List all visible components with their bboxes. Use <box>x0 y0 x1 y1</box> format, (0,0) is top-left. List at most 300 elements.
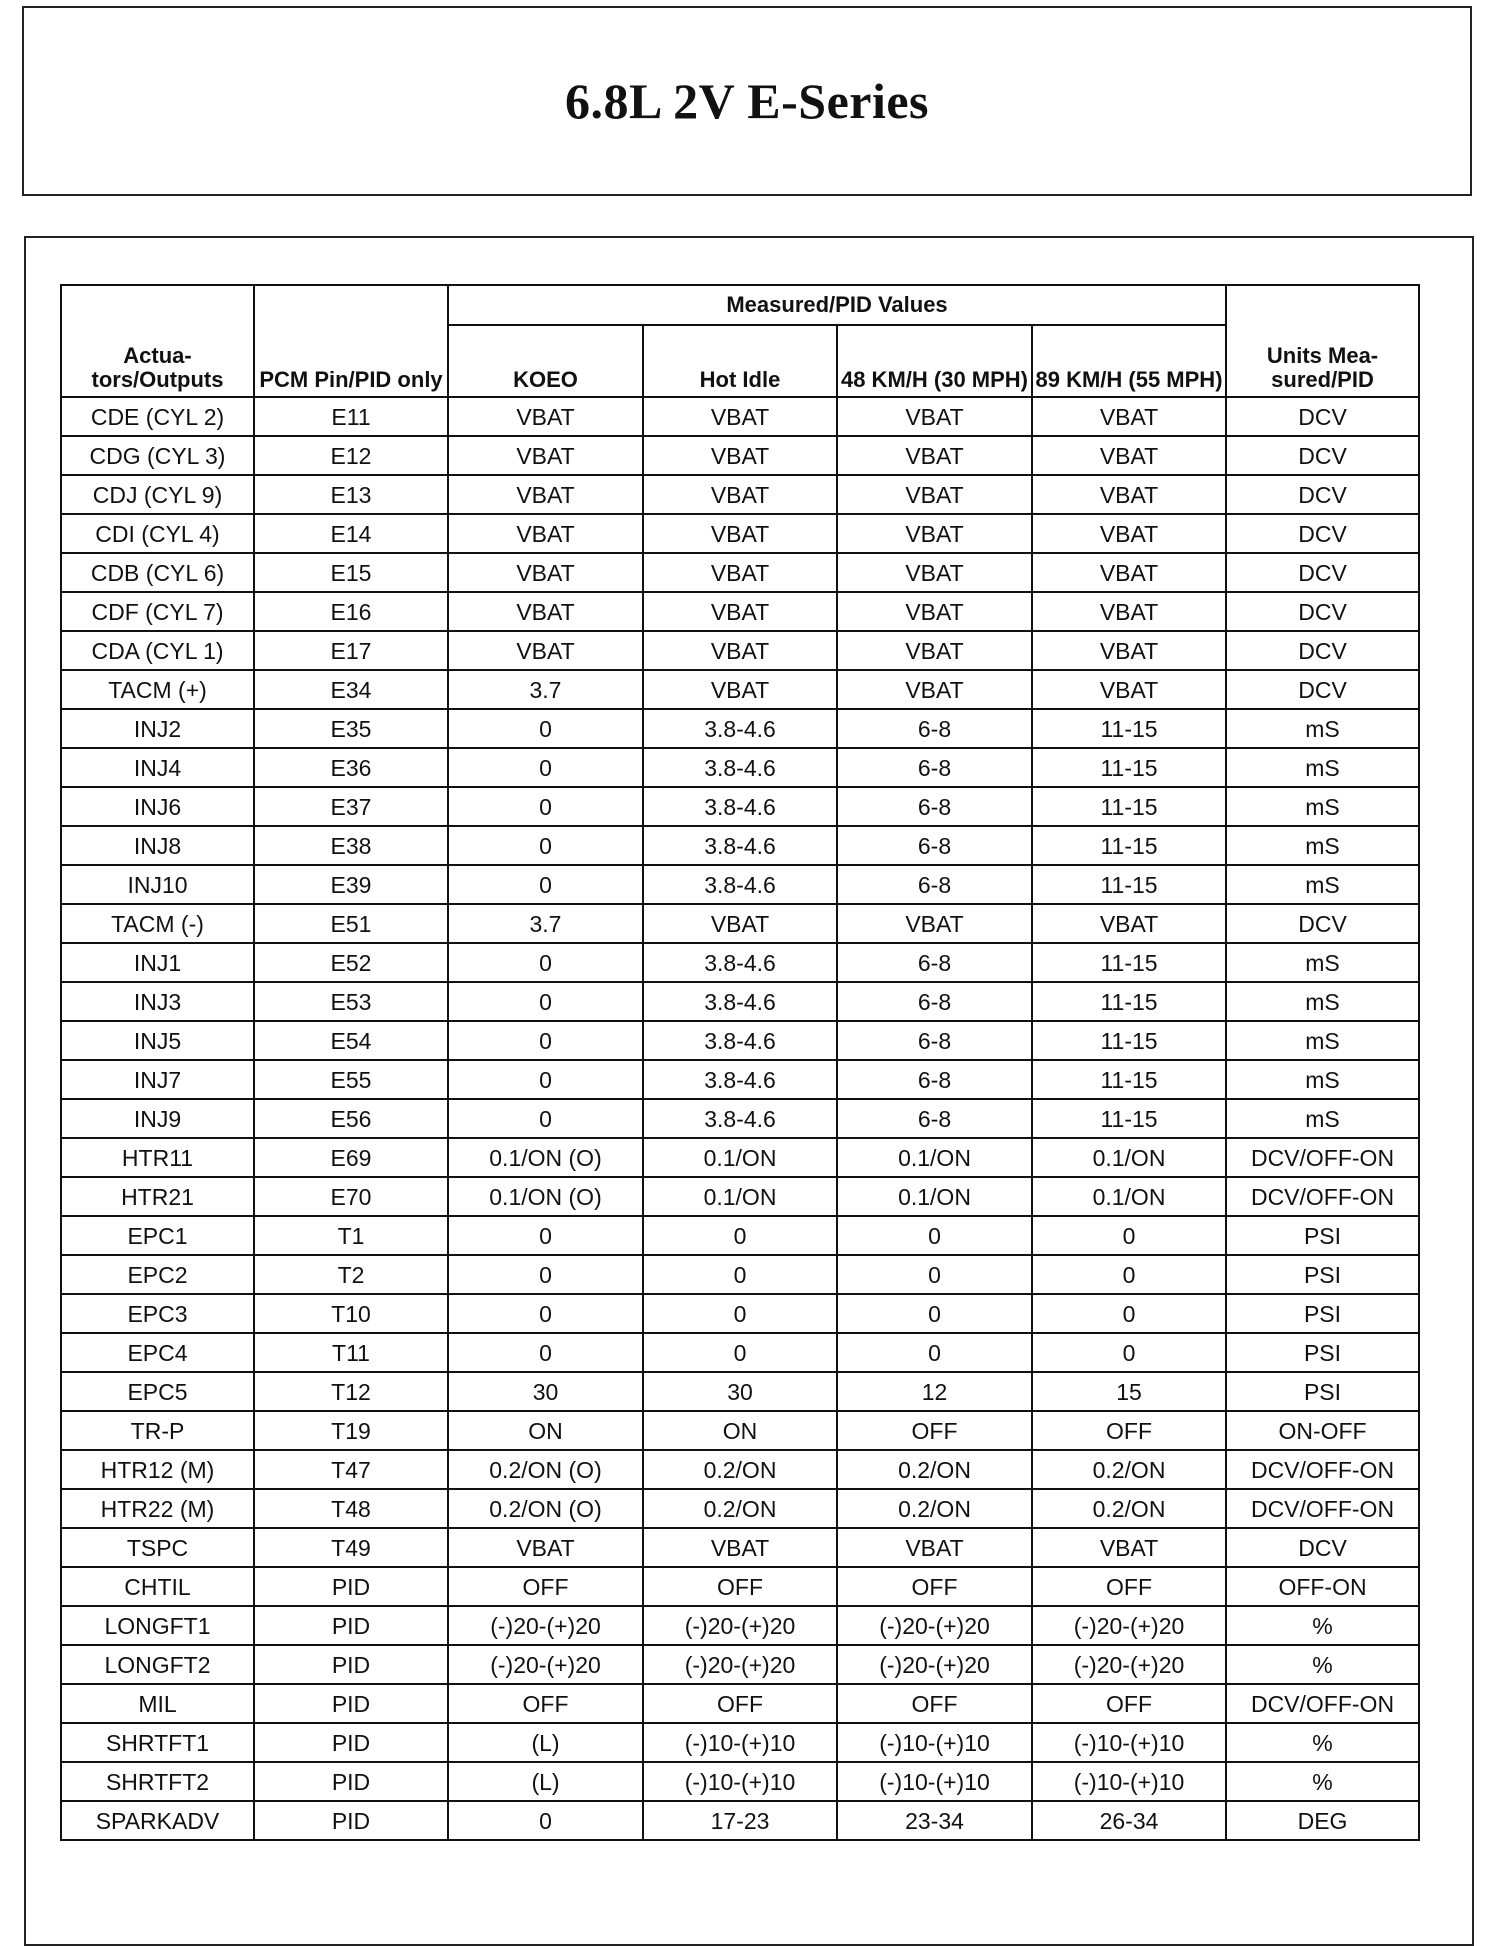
cell-hot-idle: 0.1/ON <box>643 1177 837 1216</box>
cell-units: mS <box>1226 982 1419 1021</box>
cell-89kmh: 0.2/ON <box>1032 1489 1226 1528</box>
cell-koeo: 3.7 <box>448 904 643 943</box>
cell-units: OFF-ON <box>1226 1567 1419 1606</box>
cell-units: PSI <box>1226 1216 1419 1255</box>
table-row <box>61 1060 1419 1099</box>
cell-koeo: 0.2/ON (O) <box>448 1450 643 1489</box>
cell-pin: PID <box>254 1762 448 1801</box>
cell-pin: PID <box>254 1606 448 1645</box>
cell-koeo: VBAT <box>448 1528 643 1567</box>
cell-actuator: HTR11 <box>61 1138 254 1177</box>
cell-48kmh: (-)20-(+)20 <box>837 1606 1032 1645</box>
header-units: Units Mea-sured/PID <box>1226 285 1419 397</box>
cell-koeo: OFF <box>448 1567 643 1606</box>
cell-hot-idle: 0 <box>643 1333 837 1372</box>
table-row <box>61 1645 1419 1684</box>
cell-units: PSI <box>1226 1294 1419 1333</box>
table-row <box>61 475 1419 514</box>
cell-hot-idle: 3.8-4.6 <box>643 826 837 865</box>
cell-actuator: CDE (CYL 2) <box>61 397 254 436</box>
cell-koeo: 0 <box>448 748 643 787</box>
cell-hot-idle: ON <box>643 1411 837 1450</box>
cell-actuator: EPC5 <box>61 1372 254 1411</box>
cell-pin: T11 <box>254 1333 448 1372</box>
cell-units: DEG <box>1226 1801 1419 1840</box>
cell-pin: E36 <box>254 748 448 787</box>
cell-units: DCV <box>1226 904 1419 943</box>
cell-89kmh: VBAT <box>1032 670 1226 709</box>
cell-units: % <box>1226 1762 1419 1801</box>
table-row <box>61 709 1419 748</box>
table-row <box>61 1099 1419 1138</box>
cell-units: mS <box>1226 709 1419 748</box>
table-body <box>61 397 1419 1840</box>
cell-48kmh: VBAT <box>837 904 1032 943</box>
cell-koeo: (L) <box>448 1723 643 1762</box>
cell-pin: E69 <box>254 1138 448 1177</box>
cell-koeo: ON <box>448 1411 643 1450</box>
cell-actuator: CDF (CYL 7) <box>61 592 254 631</box>
table-row <box>61 865 1419 904</box>
header-pin: PCM Pin/PID only <box>254 285 448 397</box>
cell-48kmh: 6-8 <box>837 865 1032 904</box>
cell-units: DCV <box>1226 592 1419 631</box>
cell-48kmh: VBAT <box>837 670 1032 709</box>
cell-pin: E52 <box>254 943 448 982</box>
cell-hot-idle: VBAT <box>643 475 837 514</box>
cell-units: mS <box>1226 865 1419 904</box>
cell-pin: E56 <box>254 1099 448 1138</box>
cell-units: PSI <box>1226 1372 1419 1411</box>
cell-pin: E15 <box>254 553 448 592</box>
header-actuators: Actua-tors/Outputs <box>61 285 254 397</box>
cell-hot-idle: 3.8-4.6 <box>643 787 837 826</box>
table-row <box>61 1762 1419 1801</box>
cell-actuator: INJ10 <box>61 865 254 904</box>
cell-48kmh: VBAT <box>837 475 1032 514</box>
cell-units: % <box>1226 1723 1419 1762</box>
cell-pin: PID <box>254 1723 448 1762</box>
cell-48kmh: 6-8 <box>837 1021 1032 1060</box>
table-row <box>61 1021 1419 1060</box>
cell-48kmh: 23-34 <box>837 1801 1032 1840</box>
cell-pin: E37 <box>254 787 448 826</box>
cell-89kmh: 26-34 <box>1032 1801 1226 1840</box>
cell-pin: E16 <box>254 592 448 631</box>
cell-actuator: SHRTFT2 <box>61 1762 254 1801</box>
header-89kmh: 89 KM/H (55 MPH) <box>1032 325 1226 397</box>
cell-hot-idle: (-)20-(+)20 <box>643 1606 837 1645</box>
table-row <box>61 1177 1419 1216</box>
cell-actuator: INJ9 <box>61 1099 254 1138</box>
cell-koeo: VBAT <box>448 553 643 592</box>
cell-48kmh: (-)10-(+)10 <box>837 1762 1032 1801</box>
cell-units: DCV/OFF-ON <box>1226 1177 1419 1216</box>
cell-koeo: 0 <box>448 709 643 748</box>
cell-koeo: 0 <box>448 865 643 904</box>
cell-koeo: 0 <box>448 1099 643 1138</box>
cell-89kmh: 11-15 <box>1032 1099 1226 1138</box>
cell-hot-idle: (-)10-(+)10 <box>643 1762 837 1801</box>
cell-actuator: TSPC <box>61 1528 254 1567</box>
table-row <box>61 514 1419 553</box>
cell-units: PSI <box>1226 1333 1419 1372</box>
cell-pin: T48 <box>254 1489 448 1528</box>
cell-89kmh: 15 <box>1032 1372 1226 1411</box>
table-row <box>61 1450 1419 1489</box>
header-hot-idle: Hot Idle <box>643 325 837 397</box>
cell-units: mS <box>1226 826 1419 865</box>
cell-actuator: CDG (CYL 3) <box>61 436 254 475</box>
cell-48kmh: VBAT <box>837 514 1032 553</box>
cell-89kmh: VBAT <box>1032 904 1226 943</box>
cell-units: DCV <box>1226 436 1419 475</box>
cell-hot-idle: 3.8-4.6 <box>643 1060 837 1099</box>
cell-hot-idle: 0.2/ON <box>643 1489 837 1528</box>
cell-hot-idle: VBAT <box>643 904 837 943</box>
cell-actuator: EPC3 <box>61 1294 254 1333</box>
cell-89kmh: 0.1/ON <box>1032 1138 1226 1177</box>
cell-units: DCV/OFF-ON <box>1226 1489 1419 1528</box>
cell-89kmh: VBAT <box>1032 514 1226 553</box>
cell-48kmh: 0.2/ON <box>837 1489 1032 1528</box>
cell-pin: T2 <box>254 1255 448 1294</box>
table-row <box>61 1294 1419 1333</box>
specification-table <box>60 284 1420 1841</box>
cell-pin: E12 <box>254 436 448 475</box>
cell-actuator: INJ4 <box>61 748 254 787</box>
cell-48kmh: VBAT <box>837 553 1032 592</box>
cell-units: DCV <box>1226 514 1419 553</box>
table-row <box>61 397 1419 436</box>
cell-48kmh: VBAT <box>837 436 1032 475</box>
cell-actuator: INJ2 <box>61 709 254 748</box>
cell-89kmh: (-)20-(+)20 <box>1032 1606 1226 1645</box>
cell-pin: E11 <box>254 397 448 436</box>
cell-units: DCV/OFF-ON <box>1226 1138 1419 1177</box>
cell-actuator: EPC2 <box>61 1255 254 1294</box>
cell-actuator: INJ3 <box>61 982 254 1021</box>
cell-48kmh: OFF <box>837 1411 1032 1450</box>
cell-89kmh: VBAT <box>1032 553 1226 592</box>
cell-units: % <box>1226 1645 1419 1684</box>
table-row <box>61 670 1419 709</box>
cell-pin: T1 <box>254 1216 448 1255</box>
cell-koeo: 0 <box>448 1801 643 1840</box>
cell-koeo: 0 <box>448 943 643 982</box>
cell-pin: E39 <box>254 865 448 904</box>
cell-48kmh: 0.1/ON <box>837 1138 1032 1177</box>
cell-actuator: HTR22 (M) <box>61 1489 254 1528</box>
table-row <box>61 1801 1419 1840</box>
cell-89kmh: (-)10-(+)10 <box>1032 1762 1226 1801</box>
cell-units: mS <box>1226 1021 1419 1060</box>
cell-actuator: CDB (CYL 6) <box>61 553 254 592</box>
cell-koeo: 0 <box>448 1216 643 1255</box>
cell-actuator: HTR12 (M) <box>61 1450 254 1489</box>
cell-hot-idle: OFF <box>643 1567 837 1606</box>
cell-koeo: 0 <box>448 1255 643 1294</box>
header-koeo: KOEO <box>448 325 643 397</box>
cell-koeo: 0 <box>448 1060 643 1099</box>
cell-actuator: INJ5 <box>61 1021 254 1060</box>
cell-pin: E51 <box>254 904 448 943</box>
cell-actuator: INJ6 <box>61 787 254 826</box>
cell-units: DCV <box>1226 397 1419 436</box>
cell-actuator: CDA (CYL 1) <box>61 631 254 670</box>
table-row <box>61 943 1419 982</box>
cell-pin: T19 <box>254 1411 448 1450</box>
cell-hot-idle: 3.8-4.6 <box>643 1099 837 1138</box>
table-row <box>61 553 1419 592</box>
cell-actuator: CDI (CYL 4) <box>61 514 254 553</box>
cell-koeo: 0 <box>448 982 643 1021</box>
cell-hot-idle: VBAT <box>643 670 837 709</box>
cell-actuator: SPARKADV <box>61 1801 254 1840</box>
cell-89kmh: 0 <box>1032 1294 1226 1333</box>
cell-48kmh: 0 <box>837 1294 1032 1333</box>
cell-actuator: HTR21 <box>61 1177 254 1216</box>
cell-pin: E17 <box>254 631 448 670</box>
cell-actuator: LONGFT1 <box>61 1606 254 1645</box>
cell-pin: PID <box>254 1801 448 1840</box>
cell-hot-idle: 3.8-4.6 <box>643 865 837 904</box>
cell-pin: E35 <box>254 709 448 748</box>
table-row <box>61 1216 1419 1255</box>
cell-hot-idle: 0 <box>643 1294 837 1333</box>
cell-pin: T49 <box>254 1528 448 1567</box>
cell-89kmh: VBAT <box>1032 631 1226 670</box>
cell-koeo: (-)20-(+)20 <box>448 1645 643 1684</box>
cell-48kmh: OFF <box>837 1567 1032 1606</box>
cell-48kmh: 0.1/ON <box>837 1177 1032 1216</box>
cell-48kmh: 0 <box>837 1216 1032 1255</box>
cell-89kmh: 11-15 <box>1032 865 1226 904</box>
cell-hot-idle: VBAT <box>643 631 837 670</box>
cell-units: % <box>1226 1606 1419 1645</box>
cell-hot-idle: VBAT <box>643 1528 837 1567</box>
table-row <box>61 904 1419 943</box>
cell-hot-idle: 0 <box>643 1216 837 1255</box>
cell-48kmh: VBAT <box>837 397 1032 436</box>
cell-actuator: EPC1 <box>61 1216 254 1255</box>
cell-actuator: INJ8 <box>61 826 254 865</box>
cell-48kmh: 6-8 <box>837 787 1032 826</box>
table-row <box>61 436 1419 475</box>
cell-units: ON-OFF <box>1226 1411 1419 1450</box>
cell-koeo: 0 <box>448 826 643 865</box>
cell-48kmh: 6-8 <box>837 1060 1032 1099</box>
cell-89kmh: 11-15 <box>1032 709 1226 748</box>
cell-units: mS <box>1226 787 1419 826</box>
cell-hot-idle: OFF <box>643 1684 837 1723</box>
cell-hot-idle: 3.8-4.6 <box>643 709 837 748</box>
cell-actuator: EPC4 <box>61 1333 254 1372</box>
table-row <box>61 787 1419 826</box>
cell-89kmh: 0 <box>1032 1255 1226 1294</box>
cell-pin: PID <box>254 1567 448 1606</box>
cell-hot-idle: (-)20-(+)20 <box>643 1645 837 1684</box>
cell-hot-idle: 3.8-4.6 <box>643 943 837 982</box>
table-row <box>61 1255 1419 1294</box>
cell-actuator: CHTIL <box>61 1567 254 1606</box>
cell-48kmh: 0 <box>837 1255 1032 1294</box>
cell-koeo: 0 <box>448 787 643 826</box>
cell-koeo: 0 <box>448 1333 643 1372</box>
cell-koeo: 3.7 <box>448 670 643 709</box>
table-row <box>61 592 1419 631</box>
cell-48kmh: (-)20-(+)20 <box>837 1645 1032 1684</box>
cell-48kmh: 0.2/ON <box>837 1450 1032 1489</box>
cell-pin: PID <box>254 1684 448 1723</box>
cell-pin: E38 <box>254 826 448 865</box>
cell-units: PSI <box>1226 1255 1419 1294</box>
cell-koeo: VBAT <box>448 514 643 553</box>
cell-pin: E13 <box>254 475 448 514</box>
cell-89kmh: OFF <box>1032 1567 1226 1606</box>
cell-pin: E34 <box>254 670 448 709</box>
cell-89kmh: (-)10-(+)10 <box>1032 1723 1226 1762</box>
cell-koeo: VBAT <box>448 631 643 670</box>
cell-48kmh: 6-8 <box>837 826 1032 865</box>
cell-89kmh: 11-15 <box>1032 748 1226 787</box>
cell-89kmh: VBAT <box>1032 397 1226 436</box>
cell-89kmh: VBAT <box>1032 436 1226 475</box>
cell-pin: T10 <box>254 1294 448 1333</box>
cell-pin: E54 <box>254 1021 448 1060</box>
cell-hot-idle: VBAT <box>643 397 837 436</box>
cell-pin: T47 <box>254 1450 448 1489</box>
cell-units: DCV <box>1226 670 1419 709</box>
cell-units: mS <box>1226 943 1419 982</box>
cell-89kmh: 11-15 <box>1032 1021 1226 1060</box>
cell-koeo: (-)20-(+)20 <box>448 1606 643 1645</box>
cell-89kmh: VBAT <box>1032 1528 1226 1567</box>
cell-units: DCV <box>1226 475 1419 514</box>
cell-koeo: 0 <box>448 1294 643 1333</box>
table-row <box>61 1684 1419 1723</box>
cell-hot-idle: VBAT <box>643 514 837 553</box>
cell-48kmh: (-)10-(+)10 <box>837 1723 1032 1762</box>
table-row <box>61 1489 1419 1528</box>
cell-48kmh: VBAT <box>837 631 1032 670</box>
cell-pin: E70 <box>254 1177 448 1216</box>
cell-actuator: TR-P <box>61 1411 254 1450</box>
table-row <box>61 1723 1419 1762</box>
cell-89kmh: 11-15 <box>1032 982 1226 1021</box>
cell-89kmh: VBAT <box>1032 592 1226 631</box>
cell-units: DCV <box>1226 553 1419 592</box>
cell-actuator: INJ7 <box>61 1060 254 1099</box>
cell-pin: E53 <box>254 982 448 1021</box>
cell-koeo: (L) <box>448 1762 643 1801</box>
cell-48kmh: 6-8 <box>837 709 1032 748</box>
cell-actuator: CDJ (CYL 9) <box>61 475 254 514</box>
cell-48kmh: 12 <box>837 1372 1032 1411</box>
cell-48kmh: 6-8 <box>837 982 1032 1021</box>
cell-hot-idle: (-)10-(+)10 <box>643 1723 837 1762</box>
cell-units: mS <box>1226 1099 1419 1138</box>
table-row <box>61 1333 1419 1372</box>
cell-hot-idle: 3.8-4.6 <box>643 982 837 1021</box>
table-row <box>61 1138 1419 1177</box>
cell-koeo: VBAT <box>448 397 643 436</box>
cell-hot-idle: 17-23 <box>643 1801 837 1840</box>
table-row <box>61 631 1419 670</box>
page-title: 6.8L 2V E-Series <box>564 73 930 129</box>
cell-48kmh: OFF <box>837 1684 1032 1723</box>
cell-89kmh: 11-15 <box>1032 787 1226 826</box>
cell-units: DCV <box>1226 1528 1419 1567</box>
table-row <box>61 1411 1419 1450</box>
cell-89kmh: (-)20-(+)20 <box>1032 1645 1226 1684</box>
cell-48kmh: 0 <box>837 1333 1032 1372</box>
cell-koeo: 0 <box>448 1021 643 1060</box>
cell-actuator: SHRTFT1 <box>61 1723 254 1762</box>
cell-units: mS <box>1226 748 1419 787</box>
cell-48kmh: 6-8 <box>837 748 1032 787</box>
cell-koeo: VBAT <box>448 436 643 475</box>
table-row <box>61 748 1419 787</box>
cell-koeo: OFF <box>448 1684 643 1723</box>
cell-89kmh: 0.1/ON <box>1032 1177 1226 1216</box>
cell-hot-idle: 3.8-4.6 <box>643 748 837 787</box>
cell-48kmh: 6-8 <box>837 1099 1032 1138</box>
cell-89kmh: 0 <box>1032 1333 1226 1372</box>
cell-actuator: MIL <box>61 1684 254 1723</box>
cell-89kmh: 11-15 <box>1032 943 1226 982</box>
cell-pin: E14 <box>254 514 448 553</box>
cell-koeo: 0.1/ON (O) <box>448 1138 643 1177</box>
cell-hot-idle: 3.8-4.6 <box>643 1021 837 1060</box>
table-row <box>61 1528 1419 1567</box>
cell-89kmh: 0.2/ON <box>1032 1450 1226 1489</box>
cell-koeo: 0.1/ON (O) <box>448 1177 643 1216</box>
table-row <box>61 1372 1419 1411</box>
cell-actuator: TACM (-) <box>61 904 254 943</box>
cell-actuator: TACM (+) <box>61 670 254 709</box>
cell-hot-idle: 0.2/ON <box>643 1450 837 1489</box>
cell-pin: T12 <box>254 1372 448 1411</box>
cell-48kmh: 6-8 <box>837 943 1032 982</box>
cell-hot-idle: VBAT <box>643 553 837 592</box>
cell-koeo: 0.2/ON (O) <box>448 1489 643 1528</box>
cell-pin: PID <box>254 1645 448 1684</box>
cell-hot-idle: 30 <box>643 1372 837 1411</box>
cell-koeo: VBAT <box>448 475 643 514</box>
cell-hot-idle: 0 <box>643 1255 837 1294</box>
table-row <box>61 1606 1419 1645</box>
cell-units: DCV <box>1226 631 1419 670</box>
cell-89kmh: OFF <box>1032 1411 1226 1450</box>
header-measured-group: Measured/PID Values <box>448 285 1226 325</box>
table-row <box>61 826 1419 865</box>
cell-units: DCV/OFF-ON <box>1226 1684 1419 1723</box>
cell-koeo: 30 <box>448 1372 643 1411</box>
cell-hot-idle: VBAT <box>643 436 837 475</box>
cell-48kmh: VBAT <box>837 592 1032 631</box>
cell-89kmh: OFF <box>1032 1684 1226 1723</box>
cell-89kmh: VBAT <box>1032 475 1226 514</box>
cell-hot-idle: 0.1/ON <box>643 1138 837 1177</box>
cell-89kmh: 11-15 <box>1032 1060 1226 1099</box>
cell-hot-idle: VBAT <box>643 592 837 631</box>
title-box <box>22 6 1472 196</box>
table-row <box>61 982 1419 1021</box>
cell-units: mS <box>1226 1060 1419 1099</box>
cell-units: DCV/OFF-ON <box>1226 1450 1419 1489</box>
header-48kmh: 48 KM/H (30 MPH) <box>837 325 1032 397</box>
